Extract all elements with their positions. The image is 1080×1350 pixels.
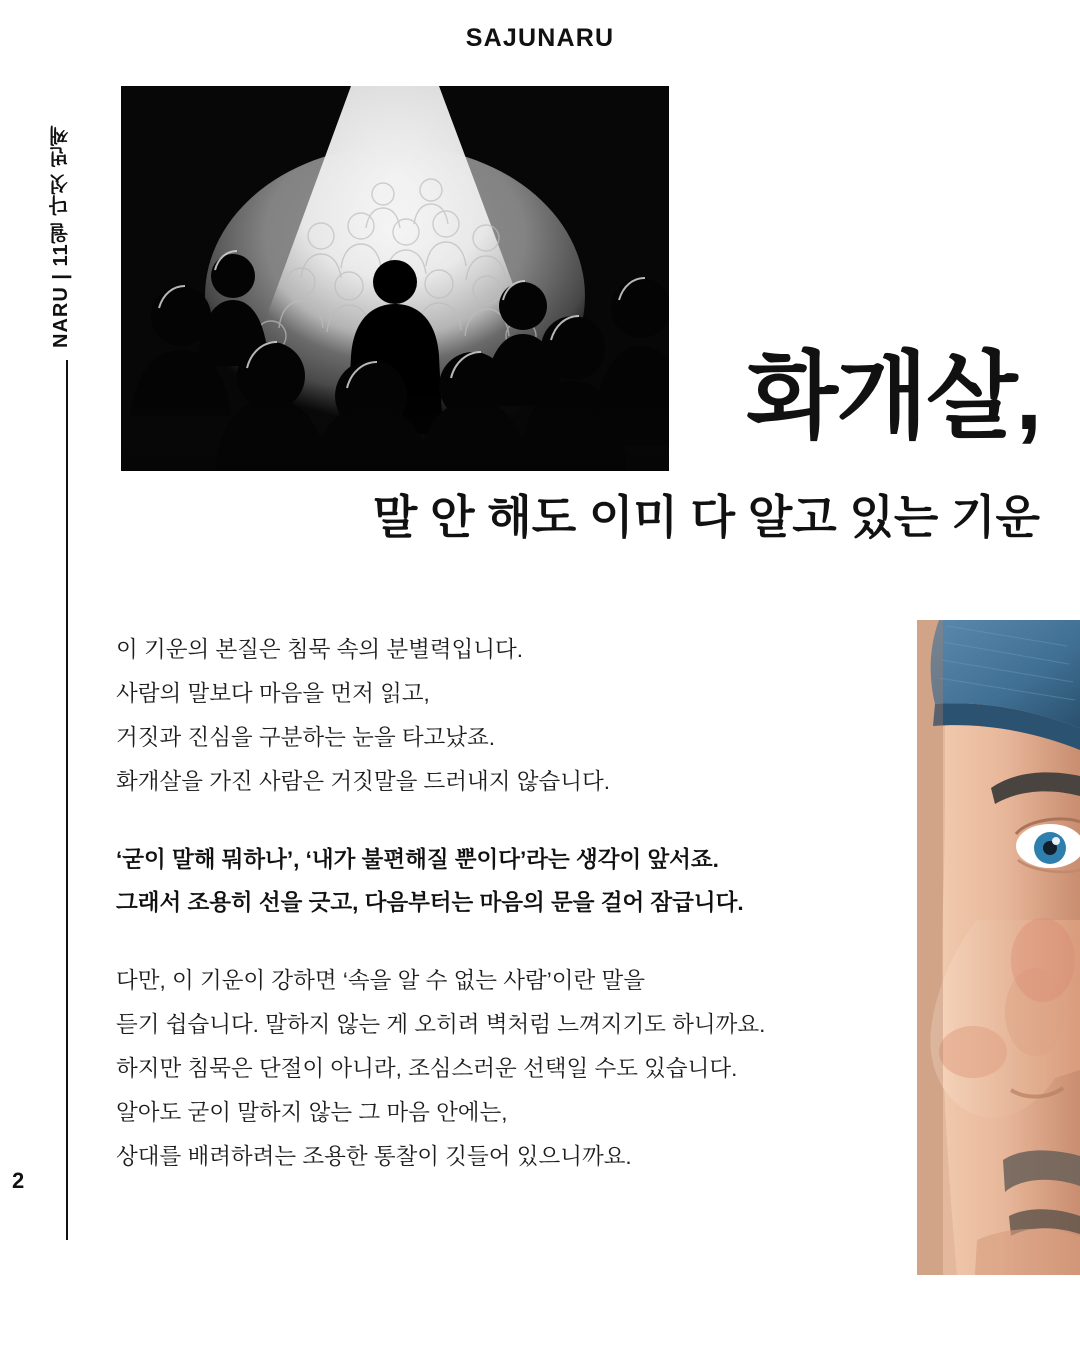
body-line: 화개살을 가진 사람은 거짓말을 드러내지 않습니다. xyxy=(116,768,610,794)
body-line: 알아도 굳이 말하지 않는 그 마음 안에는, xyxy=(116,1099,508,1125)
body-copy xyxy=(116,628,876,1179)
page-number: 2 xyxy=(12,1168,25,1193)
body-line: 그래서 조용히 선을 긋고, 다음부터는 마음의 문을 걸어 잠급니다. xyxy=(116,890,744,916)
page-title: 화개살, xyxy=(746,344,1040,450)
issue-label: NARU | 11월 다섯 번째 xyxy=(50,125,72,348)
body-paragraph xyxy=(116,959,876,1178)
body-line: ‘굳이 말해 뭐하나’, ‘내가 불편해질 뿐이다’라는 생각이 앞서죠. xyxy=(116,846,719,872)
body-paragraph xyxy=(116,838,876,926)
body-line: 듣기 쉽습니다. 말하지 않는 게 오히려 벽처럼 느껴지기도 하니까요. xyxy=(116,1012,766,1038)
page-subtitle: 말 안 해도 이미 다 알고 있는 기운 xyxy=(372,491,1040,543)
brand-title: SAJUNARU xyxy=(465,24,615,52)
portrait-image xyxy=(917,620,1080,1275)
body-line: 다만, 이 기운이 강하면 ‘속을 알 수 없는 사람’이란 말을 xyxy=(116,968,645,994)
body-line: 사람의 말보다 마음을 먼저 읽고, xyxy=(116,680,430,706)
body-line: 상대를 배려하려는 조용한 통찰이 깃들어 있으니까요. xyxy=(116,1143,632,1169)
left-rail xyxy=(46,88,86,1268)
rail-divider xyxy=(66,360,68,1240)
body-line: 하지만 침묵은 단절이 아니라, 조심스러운 선택일 수도 있습니다. xyxy=(116,1056,738,1081)
hero-image xyxy=(121,86,669,471)
body-line: 이 기운의 본질은 침묵 속의 분별력입니다. xyxy=(116,637,524,662)
body-paragraph xyxy=(116,628,876,804)
body-line: 거짓과 진심을 구분하는 눈을 타고났죠. xyxy=(116,724,496,750)
